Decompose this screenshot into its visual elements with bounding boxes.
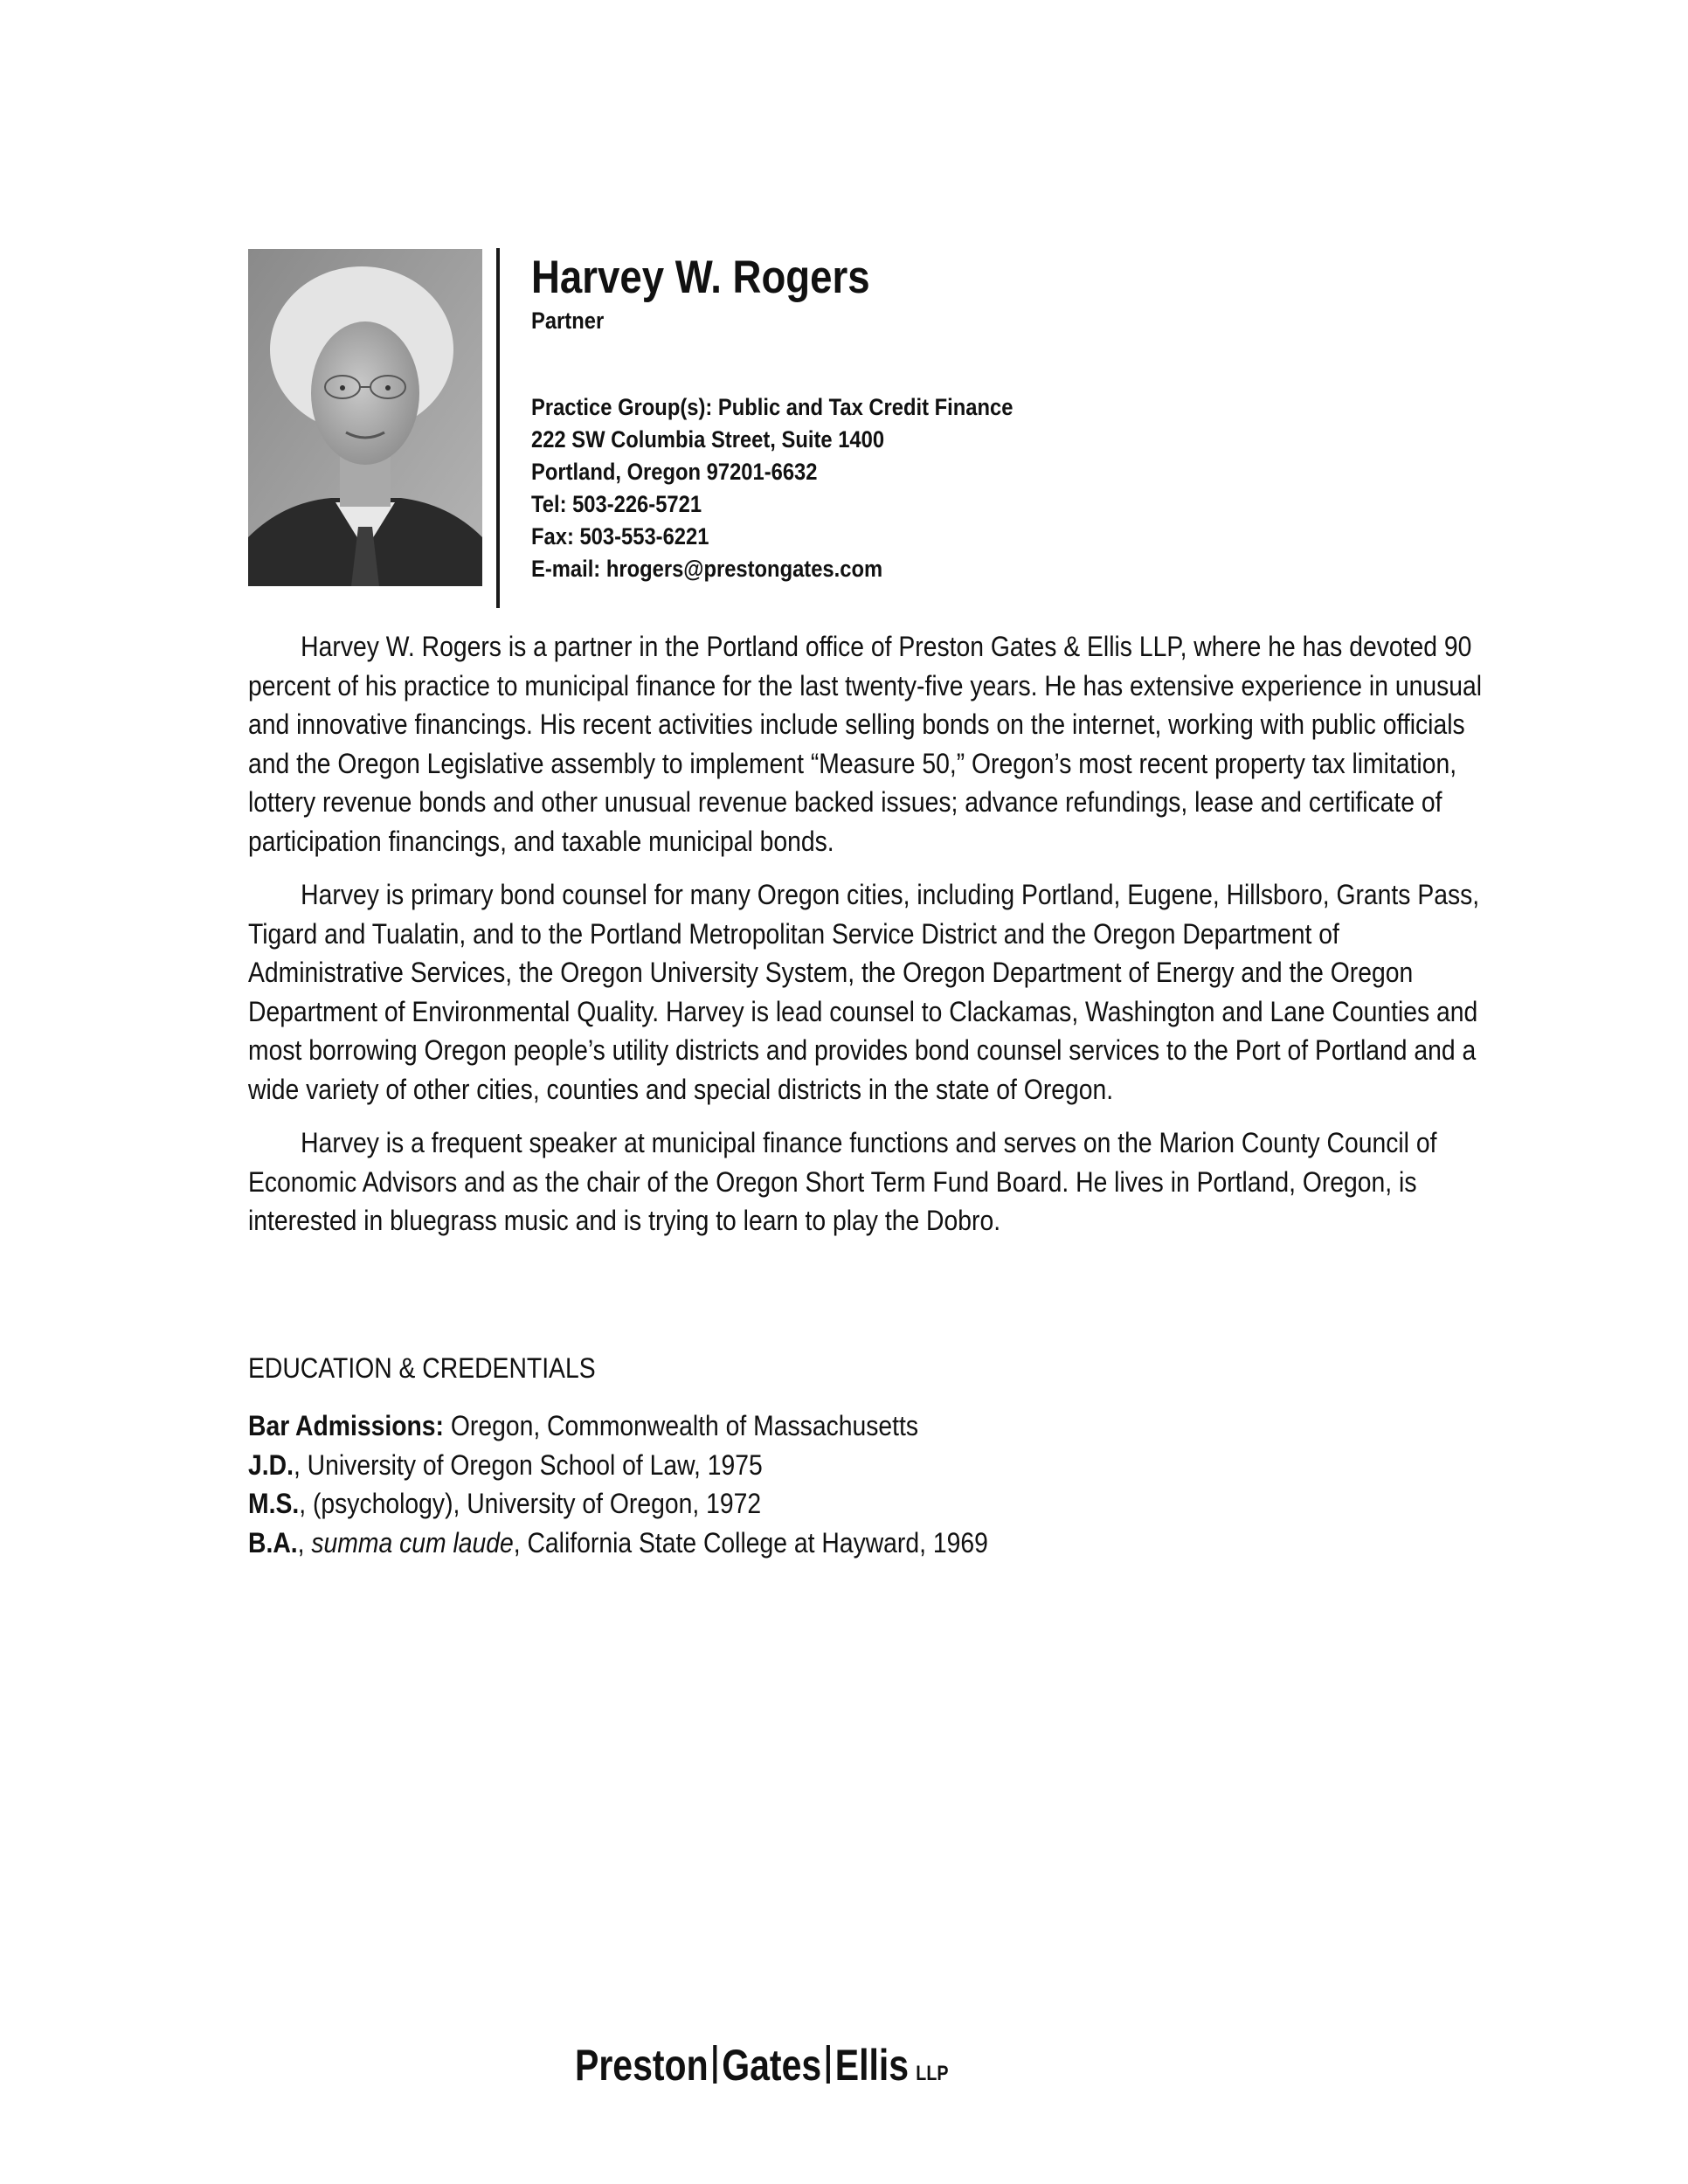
profile-header [531,252,1492,585]
ba-value: , California State College at Hayward, 1969 [513,1526,988,1559]
ms-value: , (psychology), University of Oregon, 1972 [299,1488,762,1519]
contact-block [531,391,1492,585]
education-list [248,1406,1084,1562]
fax: Fax: 503-553-6221 [531,523,709,549]
degree-ba [248,1524,988,1563]
practice-group: Practice Group(s): Public and Tax Credit Finance [531,394,1013,420]
logo-word-preston: Preston [575,2041,709,2090]
street-address: 222 SW Columbia Street, Suite 1400 [531,426,885,453]
bio-paragraph: Harvey is a frequent speaker at municipal finance functions and serves on the Marion County Council of Economic Advisors and as the chair of the Oregon Short Term Fund Board. He lives in Portland, Oregon, is interested in bluegrass music and is trying to learn to play the Dobro. [248,1127,1437,1236]
education-heading: EDUCATION & CREDENTIALS [248,1352,596,1384]
bar-label: Bar Admissions: [248,1410,444,1441]
email: E-mail: hrogers@prestongates.com [531,556,883,582]
logo-word-ellis: Ellis [834,2041,910,2090]
ba-honors: summa cum laude [311,1526,514,1559]
biography [248,627,1483,1255]
degree-jd [248,1446,988,1485]
firm-logo [575,2039,948,2091]
jd-label: J.D. [248,1448,294,1481]
person-name: Harvey W. Rogers [531,252,870,303]
degree-ms [248,1484,988,1524]
ms-label: M.S. [248,1488,300,1519]
bio-paragraph: Harvey W. Rogers is a partner in the Portland office of Preston Gates & Ellis LLP, where he has devoted 90 percent of his practice to municipal finance for the last twenty-five years. He has extensive experience in unusual and innovative financings. His recent activities include selling bonds on the internet, working with public officials and the Oregon Legislative assembly to implement “Measure 50,” Oregon’s most recent property tax limitation, lottery revenue bonds and other unusual revenue backed issues; advance refundings, lease and certificate of participation financings, and taxable municipal bonds. [248,631,1483,857]
logo-separator [713,2045,716,2084]
header-divider [496,248,500,608]
ba-label: B.A. [248,1526,298,1559]
person-title: Partner [531,308,605,334]
telephone: Tel: 503-226-5721 [531,491,702,517]
city-address: Portland, Oregon 97201-6632 [531,459,818,485]
portrait-photo [248,249,482,586]
logo-suffix: LLP [916,2062,949,2085]
logo-separator [827,2045,830,2084]
bar-admissions [248,1406,988,1446]
logo-word-gates: Gates [722,2041,822,2090]
bar-value: Oregon, Commonwealth of Massachusetts [443,1410,919,1441]
bio-paragraph: Harvey is primary bond counsel for many Oregon cities, including Portland, Eugene, Hillsboro, Grants Pass, Tigard and Tualatin, and to the Portland Metropolitan Service District and the Oregon Department of Administrative Services, the Oregon University System, the Oregon Department of Energy and the Oregon Department of Environmental Quality. Harvey is lead counsel to Clackamas, Washington and Lane Counties and most borrowing Oregon people’s utility districts and provides bond counsel services to the Port of Portland and a wide variety of other cities, counties and special districts in the state of Oregon. [248,879,1480,1105]
jd-value: , University of Oregon School of Law, 1975 [293,1448,763,1481]
ba-sep: , [297,1526,312,1559]
